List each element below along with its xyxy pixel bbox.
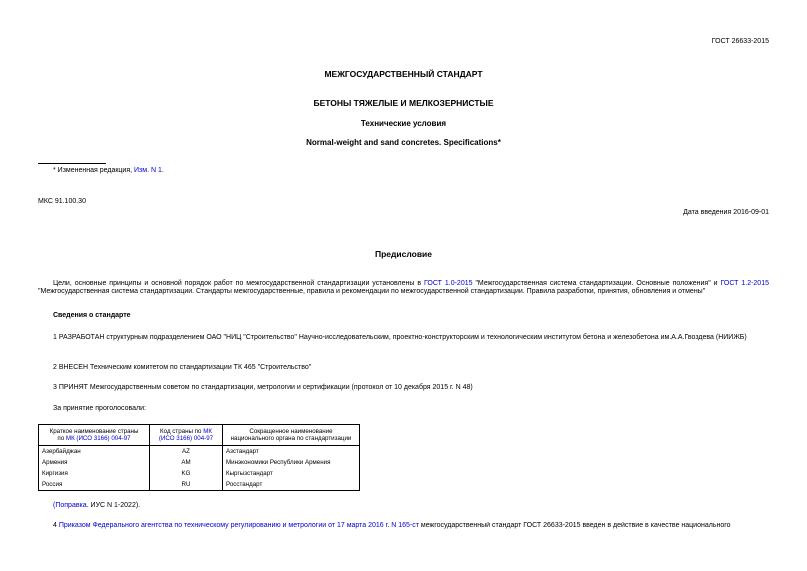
amendment-text: . ИУС N 1-2022). bbox=[86, 502, 141, 509]
intro-date: Дата введения 2016-09-01 bbox=[683, 209, 769, 216]
document-number: ГОСТ 26633-2015 bbox=[711, 38, 769, 45]
country-cell: Азербайджан bbox=[39, 446, 150, 458]
country-cell: Киргизия bbox=[39, 468, 150, 479]
mks-code: МКС 91.100.30 bbox=[38, 198, 86, 205]
table-row bbox=[39, 468, 360, 479]
order-link[interactable]: Приказом Федерального агентства по техническому регулированию и метрологии от 17 марта 2016 г. N 165-ст bbox=[58, 522, 419, 529]
body-cell: Росстандарт bbox=[223, 479, 360, 491]
item-2: 2 ВНЕСЕН Техническим комитетом по стандартизации ТК 465 "Строительство" bbox=[53, 364, 312, 371]
body-header-text-1: Сокращенное наименование bbox=[249, 427, 333, 435]
code-cell: AM bbox=[150, 457, 223, 468]
item-3: 3 ПРИНЯТ Межгосударственным советом по стандартизации, метрологии и сертификации (протокол от 10 декабря 2015 г. N 48) bbox=[53, 384, 473, 391]
country-header-prefix: по bbox=[57, 435, 66, 442]
info-heading: Сведения о стандарте bbox=[53, 312, 131, 319]
footnote-text: * Измененная редакция, bbox=[53, 167, 135, 174]
country-header-text: Краткое наименование страны bbox=[49, 427, 139, 435]
column-header-code bbox=[150, 425, 223, 446]
footnote-end: . bbox=[161, 167, 164, 174]
standard-kind: МЕЖГОСУДАРСТВЕННЫЙ СТАНДАРТ bbox=[324, 69, 483, 79]
item-4-text: межгосударственный стандарт ГОСТ 26633-2015 введен в действие в качестве национального bbox=[418, 522, 731, 529]
body-header-text-2: национального органа по стандартизации bbox=[230, 435, 352, 442]
code-cell: KG bbox=[150, 468, 223, 479]
footnote-rule bbox=[38, 163, 106, 164]
item-4 bbox=[38, 522, 769, 530]
body-cell: Кыргызстандарт bbox=[223, 468, 360, 479]
voted-label: За принятие проголосовали: bbox=[53, 405, 146, 412]
mk-iso-link[interactable]: МК (ИСО 3166) 004-97 bbox=[65, 435, 131, 442]
amendment-link[interactable]: (Поправка bbox=[53, 502, 87, 509]
code-cell: RU bbox=[150, 479, 223, 491]
gost-1-0-link[interactable]: ГОСТ 1.0-2015 bbox=[424, 280, 473, 287]
standard-subtitle: Технические условия bbox=[360, 119, 447, 128]
country-cell: Армения bbox=[39, 457, 150, 468]
preface-heading: Предисловие bbox=[374, 249, 433, 259]
column-header-country bbox=[39, 425, 150, 446]
preface-paragraph bbox=[38, 280, 769, 296]
body-cell: Азстандарт bbox=[223, 446, 360, 458]
item-1: 1 РАЗРАБОТАН структурным подразделением ОАО "НИЦ "Строительство" Научно-исследовательским, проектно-конструкторским и технологическим институтом бетона и железобетона им.А.А.Гвоздева (НИИЖБ) bbox=[53, 334, 747, 341]
code-header-text: Код страны по bbox=[160, 427, 204, 435]
mk-link[interactable]: МК bbox=[203, 427, 212, 435]
preface-text-3: "Межгосударственная система стандартизации. Стандарты межгосударственные, правила и рекомендации по межгосударственной стандартизации. Правила разработки, принятия, обновления и отмены" bbox=[38, 288, 706, 296]
footnote bbox=[53, 167, 164, 175]
column-header-body bbox=[223, 425, 360, 446]
preface-text-1: Цели, основные принципы и основной порядок работ по межгосударственной стандартизации установлены в bbox=[53, 280, 424, 287]
iso-3166-link[interactable]: (ИСО 3166) 004-97 bbox=[158, 435, 214, 442]
table-row bbox=[39, 446, 360, 458]
body-cell: Минэкономики Республики Армения bbox=[223, 457, 360, 468]
amendment-note bbox=[53, 502, 140, 510]
standard-english-title: Normal-weight and sand concretes. Specifications* bbox=[306, 138, 501, 147]
table-row bbox=[39, 479, 360, 491]
preface-text-2: "Межгосударственная система стандартизации. Основные положения" и bbox=[472, 280, 721, 287]
table-row bbox=[39, 457, 360, 468]
country-cell: Россия bbox=[39, 479, 150, 491]
item-4-number: 4 bbox=[53, 522, 59, 529]
voting-table bbox=[38, 424, 360, 491]
gost-1-2-link[interactable]: ГОСТ 1.2-2015 bbox=[720, 280, 769, 287]
amendment-1-link[interactable]: Изм. N 1 bbox=[134, 167, 162, 174]
standard-title: БЕТОНЫ ТЯЖЕЛЫЕ И МЕЛКОЗЕРНИСТЫЕ bbox=[313, 98, 494, 108]
code-cell: AZ bbox=[150, 446, 223, 458]
